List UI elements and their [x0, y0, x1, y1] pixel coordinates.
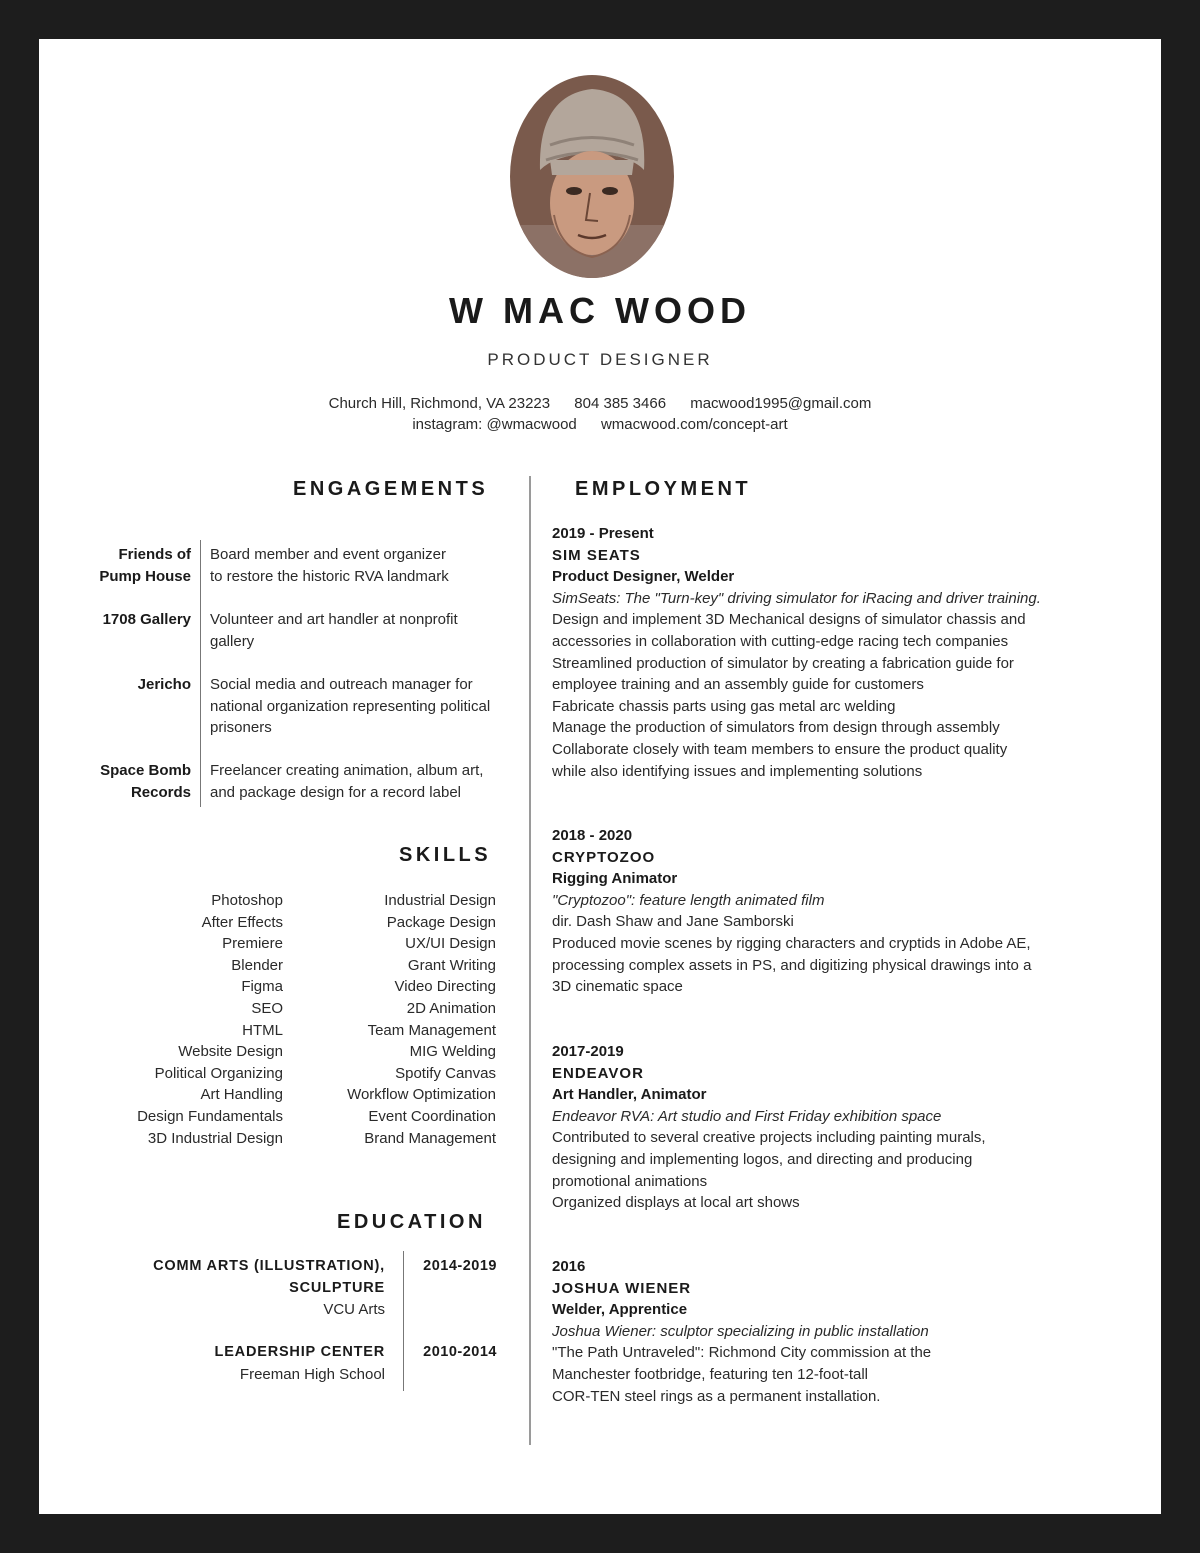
- address: Church Hill, Richmond, VA 23223: [328, 395, 551, 412]
- job-tagline: "Cryptozoo": feature length animated film: [552, 891, 825, 909]
- education-heading: EDUCATION: [337, 1211, 486, 1233]
- job-company: JOSHUA WIENER: [552, 1279, 692, 1297]
- skill-item: Photoshop: [211, 892, 283, 909]
- skill-item: After Effects: [201, 913, 283, 931]
- education-school: Freeman High School: [239, 1366, 385, 1383]
- job-role: Product Designer, Welder: [552, 568, 735, 586]
- education-years: 2010-2014: [423, 1344, 497, 1360]
- skill-item: Industrial Design: [384, 892, 496, 909]
- skill-item: Design Fundamentals: [137, 1107, 283, 1125]
- email: macwood1995@gmail.com: [690, 395, 872, 412]
- skill-item: Package Design: [386, 913, 496, 931]
- engagement-description: Board member and event organizer to restore the historic RVA landmark: [210, 546, 449, 585]
- engagements-divider: [200, 540, 201, 807]
- contact-line-2: [0, 416, 1200, 433]
- job-role: Rigging Animator: [552, 870, 678, 888]
- skill-item: Premiere: [222, 935, 283, 953]
- engagement-label: Jericho: [137, 676, 191, 693]
- skills-column-2: [300, 890, 496, 1149]
- education-school: VCU Arts: [323, 1301, 385, 1318]
- skill-item: Event Coordination: [368, 1107, 496, 1125]
- portrait-illustration: [510, 75, 674, 278]
- job-company: SIM SEATS: [552, 546, 641, 564]
- job-period: 2016: [552, 1258, 586, 1275]
- education-degree: COMM ARTS (ILLUSTRATION), SCULPTURE: [153, 1258, 385, 1296]
- engagement-description: Volunteer and art handler at nonprofit gallery: [210, 611, 458, 650]
- engagement-description: Social media and outreach manager for national organization representing political prisoners: [210, 676, 491, 737]
- phone: 804 385 3466: [574, 395, 667, 412]
- education-divider: [403, 1251, 404, 1391]
- job-entry: 2017-2019 ENDEAVOR Art Handler, Animator Endeavor RVA: Art studio and First Friday exhibition space Contributed to several creative projects including painting murals, designing and implementing logos, and directing and producing promotional animations Organized displays at local art shows: [552, 1041, 1132, 1214]
- engagement-label: Space Bomb Records: [100, 762, 191, 801]
- skill-item: HTML: [242, 1021, 283, 1039]
- job-company: CRYPTOZOO: [552, 848, 656, 866]
- job-title: PRODUCT DESIGNER: [487, 350, 713, 369]
- column-divider: [529, 476, 531, 1445]
- skills-column-1: [60, 890, 283, 1149]
- job-tagline: SimSeats: The "Turn-key" driving simulator for iRacing and driver training.: [552, 589, 1041, 607]
- skill-item: 2D Animation: [406, 999, 496, 1017]
- job-period: 2017-2019: [552, 1043, 624, 1060]
- employment-heading: EMPLOYMENT: [575, 478, 752, 500]
- skill-item: UX/UI Design: [405, 935, 496, 953]
- skill-item: Team Management: [367, 1021, 496, 1039]
- skill-item: MIG Welding: [409, 1043, 496, 1061]
- skill-item: Figma: [241, 978, 283, 996]
- job-period: 2019 - Present: [552, 525, 654, 542]
- candidate-name: W MAC WOOD: [449, 290, 751, 331]
- job-entry: 2019 - Present SIM SEATS Product Designer, Welder SimSeats: The "Turn-key" driving simulator for iRacing and driver training. Design and implement 3D Mechanical designs of simulator chassis and accessories in collaboration with cutting-edge racing tech companies Streamlined production of simulator by creating a fabrication guide for employee training and an assembly guide for customers Fabricate chassis parts using gas metal arc welding Manage the production of simulators from design through assembly Collaborate closely with team members to ensure the product quality while also identifying issues and implementing solutions: [552, 523, 1132, 782]
- job-tagline: Joshua Wiener: sculptor specializing in public installation: [552, 1322, 929, 1340]
- website: wmacwood.com/concept-art: [600, 416, 788, 433]
- skill-item: Blender: [231, 956, 283, 974]
- engagement-label: Friends of Pump House: [99, 546, 191, 585]
- job-period: 2018 - 2020: [552, 827, 633, 844]
- skills-heading: SKILLS: [399, 844, 492, 866]
- instagram: instagram: @wmacwood: [412, 416, 577, 433]
- skill-item: Workflow Optimization: [347, 1086, 496, 1104]
- skill-item: Brand Management: [364, 1129, 496, 1147]
- job-role: Art Handler, Animator: [552, 1086, 707, 1104]
- engagements-heading: ENGAGEMENTS: [293, 478, 489, 500]
- job-role: Welder, Apprentice: [552, 1301, 688, 1319]
- job-tagline: Endeavor RVA: Art studio and First Friday exhibition space: [552, 1107, 942, 1125]
- skill-item: Video Directing: [394, 978, 496, 996]
- skill-item: Political Organizing: [154, 1064, 283, 1082]
- skill-item: Art Handling: [200, 1086, 283, 1104]
- job-entry: 2018 - 2020 CRYPTOZOO Rigging Animator "Cryptozoo": feature length animated film dir. Dash Shaw and Jane Samborski Produced movie scenes by rigging characters and cryptids in Adobe AE, processing complex assets in PS, and digitizing physical drawings into a 3D cinematic space: [552, 825, 1132, 998]
- engagement-label: 1708 Gallery: [102, 611, 191, 628]
- skill-item: Spotify Canvas: [395, 1064, 496, 1082]
- education-years: 2014-2019: [423, 1258, 497, 1274]
- skill-item: Website Design: [178, 1043, 283, 1061]
- job-company: ENDEAVOR: [552, 1064, 644, 1082]
- skill-item: Grant Writing: [407, 956, 496, 974]
- engagement-description: Freelancer creating animation, album art, and package design for a record label: [210, 762, 484, 801]
- contact-line-1: [0, 395, 1200, 412]
- skill-item: SEO: [251, 999, 283, 1017]
- education-degree: LEADERSHIP CENTER: [214, 1344, 385, 1360]
- skill-item: 3D Industrial Design: [147, 1129, 283, 1147]
- job-entry: 2016 JOSHUA WIENER Welder, Apprentice Joshua Wiener: sculptor specializing in public installation "The Path Untraveled": Richmond City commission at the Manchester footbridge, featuring ten 12-foot-tall COR-TEN steel rings as a permanent installation.: [552, 1256, 1132, 1407]
